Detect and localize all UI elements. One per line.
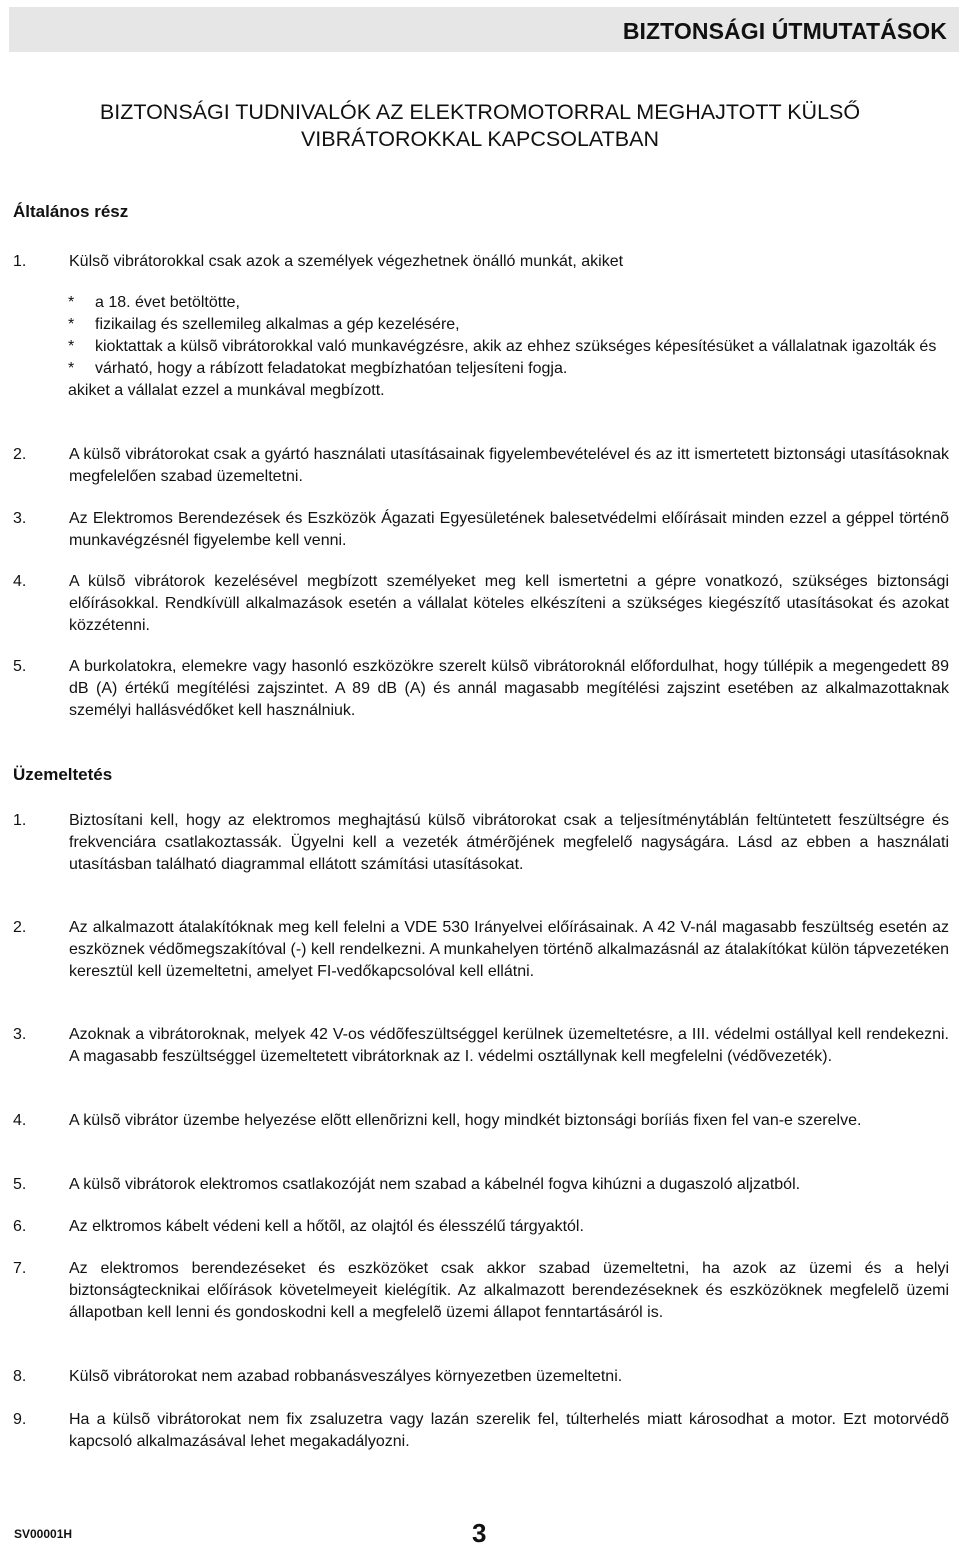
operation-item-1-number: 1. <box>13 812 27 829</box>
operation-item-4 <box>13 1110 949 1132</box>
general-item-3 <box>13 508 949 552</box>
general-item-1-text: Külsõ vibrátorokkal csak azok a személyek végezhetnek önálló munkát, akiket <box>69 253 624 270</box>
section-heading-operation: Üzemeltetés <box>13 765 113 784</box>
document-title-line-2: VIBRÁTOROKKAL KAPCSOLATBAN <box>300 127 660 151</box>
operation-item-8 <box>13 1366 949 1388</box>
operation-item-3-number: 3. <box>13 1026 27 1043</box>
bullet-marker: * <box>68 316 75 333</box>
document-code: SV00001H <box>14 1527 73 1541</box>
bullet-marker: * <box>68 294 75 311</box>
general-item-4 <box>13 571 949 637</box>
general-item-2-number: 2. <box>13 446 27 463</box>
operation-item-1 <box>13 810 949 876</box>
operation-item-7-number: 7. <box>13 1260 27 1277</box>
general-item-5 <box>13 656 949 722</box>
bullet-text: kioktattak a külsõ vibrátorokkal való munkavégzésre, akik az ehhez szükséges képesítésüket a vállalatnak igazolták és <box>95 338 937 355</box>
bullet-text: fizikailag és szellemileg alkalmas a gép kezelésére, <box>95 316 460 333</box>
general-item-5-text: A burkolatokra, elemekre vagy hasonló eszközökre szerelt külsõ vibrátoroknál előfordulhat, hogy túllépik a megengedett 89 dB (A) értékű megítélési zajszintet. A 89 dB (A) és annál magasabb megítélési zajszint esetében az alkalmazottaknak személyi hallásvédőket kell használniuk. <box>69 658 949 719</box>
document-title <box>0 99 960 153</box>
bullet-item <box>68 358 950 380</box>
general-item-1-bullet-list <box>68 292 950 402</box>
general-item-1 <box>13 251 949 273</box>
bullet-list-tail: akiket a vállalat ezzel a munkával megbízott. <box>68 382 385 399</box>
operation-item-3-text: Azoknak a vibrátoroknak, melyek 42 V-os védõfeszültséggel kerülnek üzemeltetésre, a III. védelmi ostállyal kell rendekezni. A magasabb feszültséggel üzemeltetett vibrátorknak az I. védelmi osztállynak kell megfelelni (védõvezeték). <box>69 1026 949 1065</box>
bullet-marker: * <box>68 338 75 355</box>
operation-item-2-number: 2. <box>13 919 27 936</box>
operation-item-9-text: Ha a külsõ vibrátorokat nem fix zsaluzetra vagy lazán szerelik fel, túlterhelés miatt károsodhat a motor. Ezt motorvédõ kapcsoló alkalmazásával lehet megakadályozni. <box>69 1411 949 1450</box>
operation-item-4-text: A külsõ vibrátor üzembe helyezése elõtt ellenõrizni kell, hogy mindkét biztonsági boríiás fixen fel van-e szerelve. <box>69 1112 862 1129</box>
operation-item-6 <box>13 1216 949 1238</box>
operation-item-5-number: 5. <box>13 1176 27 1193</box>
operation-item-3 <box>13 1024 949 1068</box>
general-item-2 <box>13 444 949 488</box>
operation-item-1-text: Biztosítani kell, hogy az elektromos meghajtású külsõ vibrátorokat csak a teljesítménytáblán feltüntetett feszültségre és frekvenciára csatlakoztassák. Ügyelni kell a vezeték átmérõjének megfelelő nagyságára. Lásd az ebben a használati utasításban található diagrammal ellátott számítási utasításokat. <box>69 812 949 873</box>
operation-item-7-text: Az elektromos berendezéseket és eszközöket csak akkor szabad üzemeltetni, ha azok az üzemi és a helyi biztonságtecknikai előírások követelmeyeit kielégítik. Az alkalmazott berendezéseknek és eszközöknek megfelelõ üzemi állapotban kell lenni és gondoskodni kell a megfelelõ üzemi állapot fenntartásáról is. <box>69 1260 949 1321</box>
operation-item-4-number: 4. <box>13 1112 27 1129</box>
operation-item-7 <box>13 1258 949 1324</box>
operation-item-6-number: 6. <box>13 1218 27 1235</box>
operation-item-2-text: Az alkalmazott átalakítóknak meg kell felelni a VDE 530 Irányelvei előírásainak. A 42 V-nál magasabb feszültség esetén az eszköznek védõmegszakítóval (-) kell rendelkezni. A munkahelyen történõ alkalmazásnál az átalakítókat külön tápvezetéken keresztül kell üzemeltetni, amelyet FI-vedőkapcsolóval kell ellátni. <box>69 919 949 980</box>
bullet-item <box>68 314 950 336</box>
operation-item-8-number: 8. <box>13 1368 27 1385</box>
operation-item-5-text: A külsõ vibrátorok elektromos csatlakozóját nem szabad a kábelnél fogva kihúzni a dugaszoló aljzatból. <box>69 1176 801 1193</box>
general-item-4-text: A külsõ vibrátorok kezelésével megbízott személyeket meg kell ismertetni a gépre vonatkozó, szükséges biztonsági előírásokkal. Rendkívüll alkalmazások esetén a vállalat köteles elkészíteni a szükséges kiegészítő utasításokat és azokat közzétenni. <box>69 573 949 634</box>
bullet-text: várható, hogy a rábízott feladatokat megbízhatóan teljesíteni fogja. <box>95 360 568 377</box>
general-item-5-number: 5. <box>13 658 27 675</box>
general-item-1-number: 1. <box>13 253 27 270</box>
operation-item-5 <box>13 1174 949 1196</box>
page-number: 3 <box>472 1518 487 1548</box>
operation-item-2 <box>13 917 949 983</box>
bullet-marker: * <box>68 360 75 377</box>
general-item-4-number: 4. <box>13 573 27 590</box>
operation-item-9 <box>13 1409 949 1453</box>
bullet-item <box>68 292 950 314</box>
operation-item-6-text: Az elktromos kábelt védeni kell a hőtõl, az olajtól és élesszélű tárgyaktól. <box>69 1218 584 1235</box>
bullet-item <box>68 336 950 358</box>
header-title: BIZTONSÁGI ÚTMUTATÁSOK <box>622 18 947 44</box>
general-item-3-number: 3. <box>13 510 27 527</box>
operation-item-8-text: Külsõ vibrátorokat nem azabad robbanásveszályes környezetben üzemeltetni. <box>69 1368 623 1385</box>
header-bar <box>9 7 959 52</box>
document-title-line-1: BIZTONSÁGI TUDNIVALÓK AZ ELEKTROMOTORRAL MEGHAJTOTT KÜLSŐ <box>99 100 861 124</box>
general-item-2-text: A külsõ vibrátorokat csak a gyártó használati utasításainak figyelembevételével és az itt ismertetett biztonsági utasításoknak megfelelően szabad üzemeltetni. <box>69 446 949 485</box>
general-item-3-text: Az Elektromos Berendezések és Eszközök Ágazati Egyesületének balesetvédelmi előírásait minden ezzel a géppel történõ munkavégzésnél figyelembe kell venni. <box>69 510 949 549</box>
bullet-text: a 18. évet betöltötte, <box>95 294 240 311</box>
section-heading-general: Általános rész <box>13 202 129 221</box>
operation-item-9-number: 9. <box>13 1411 27 1428</box>
